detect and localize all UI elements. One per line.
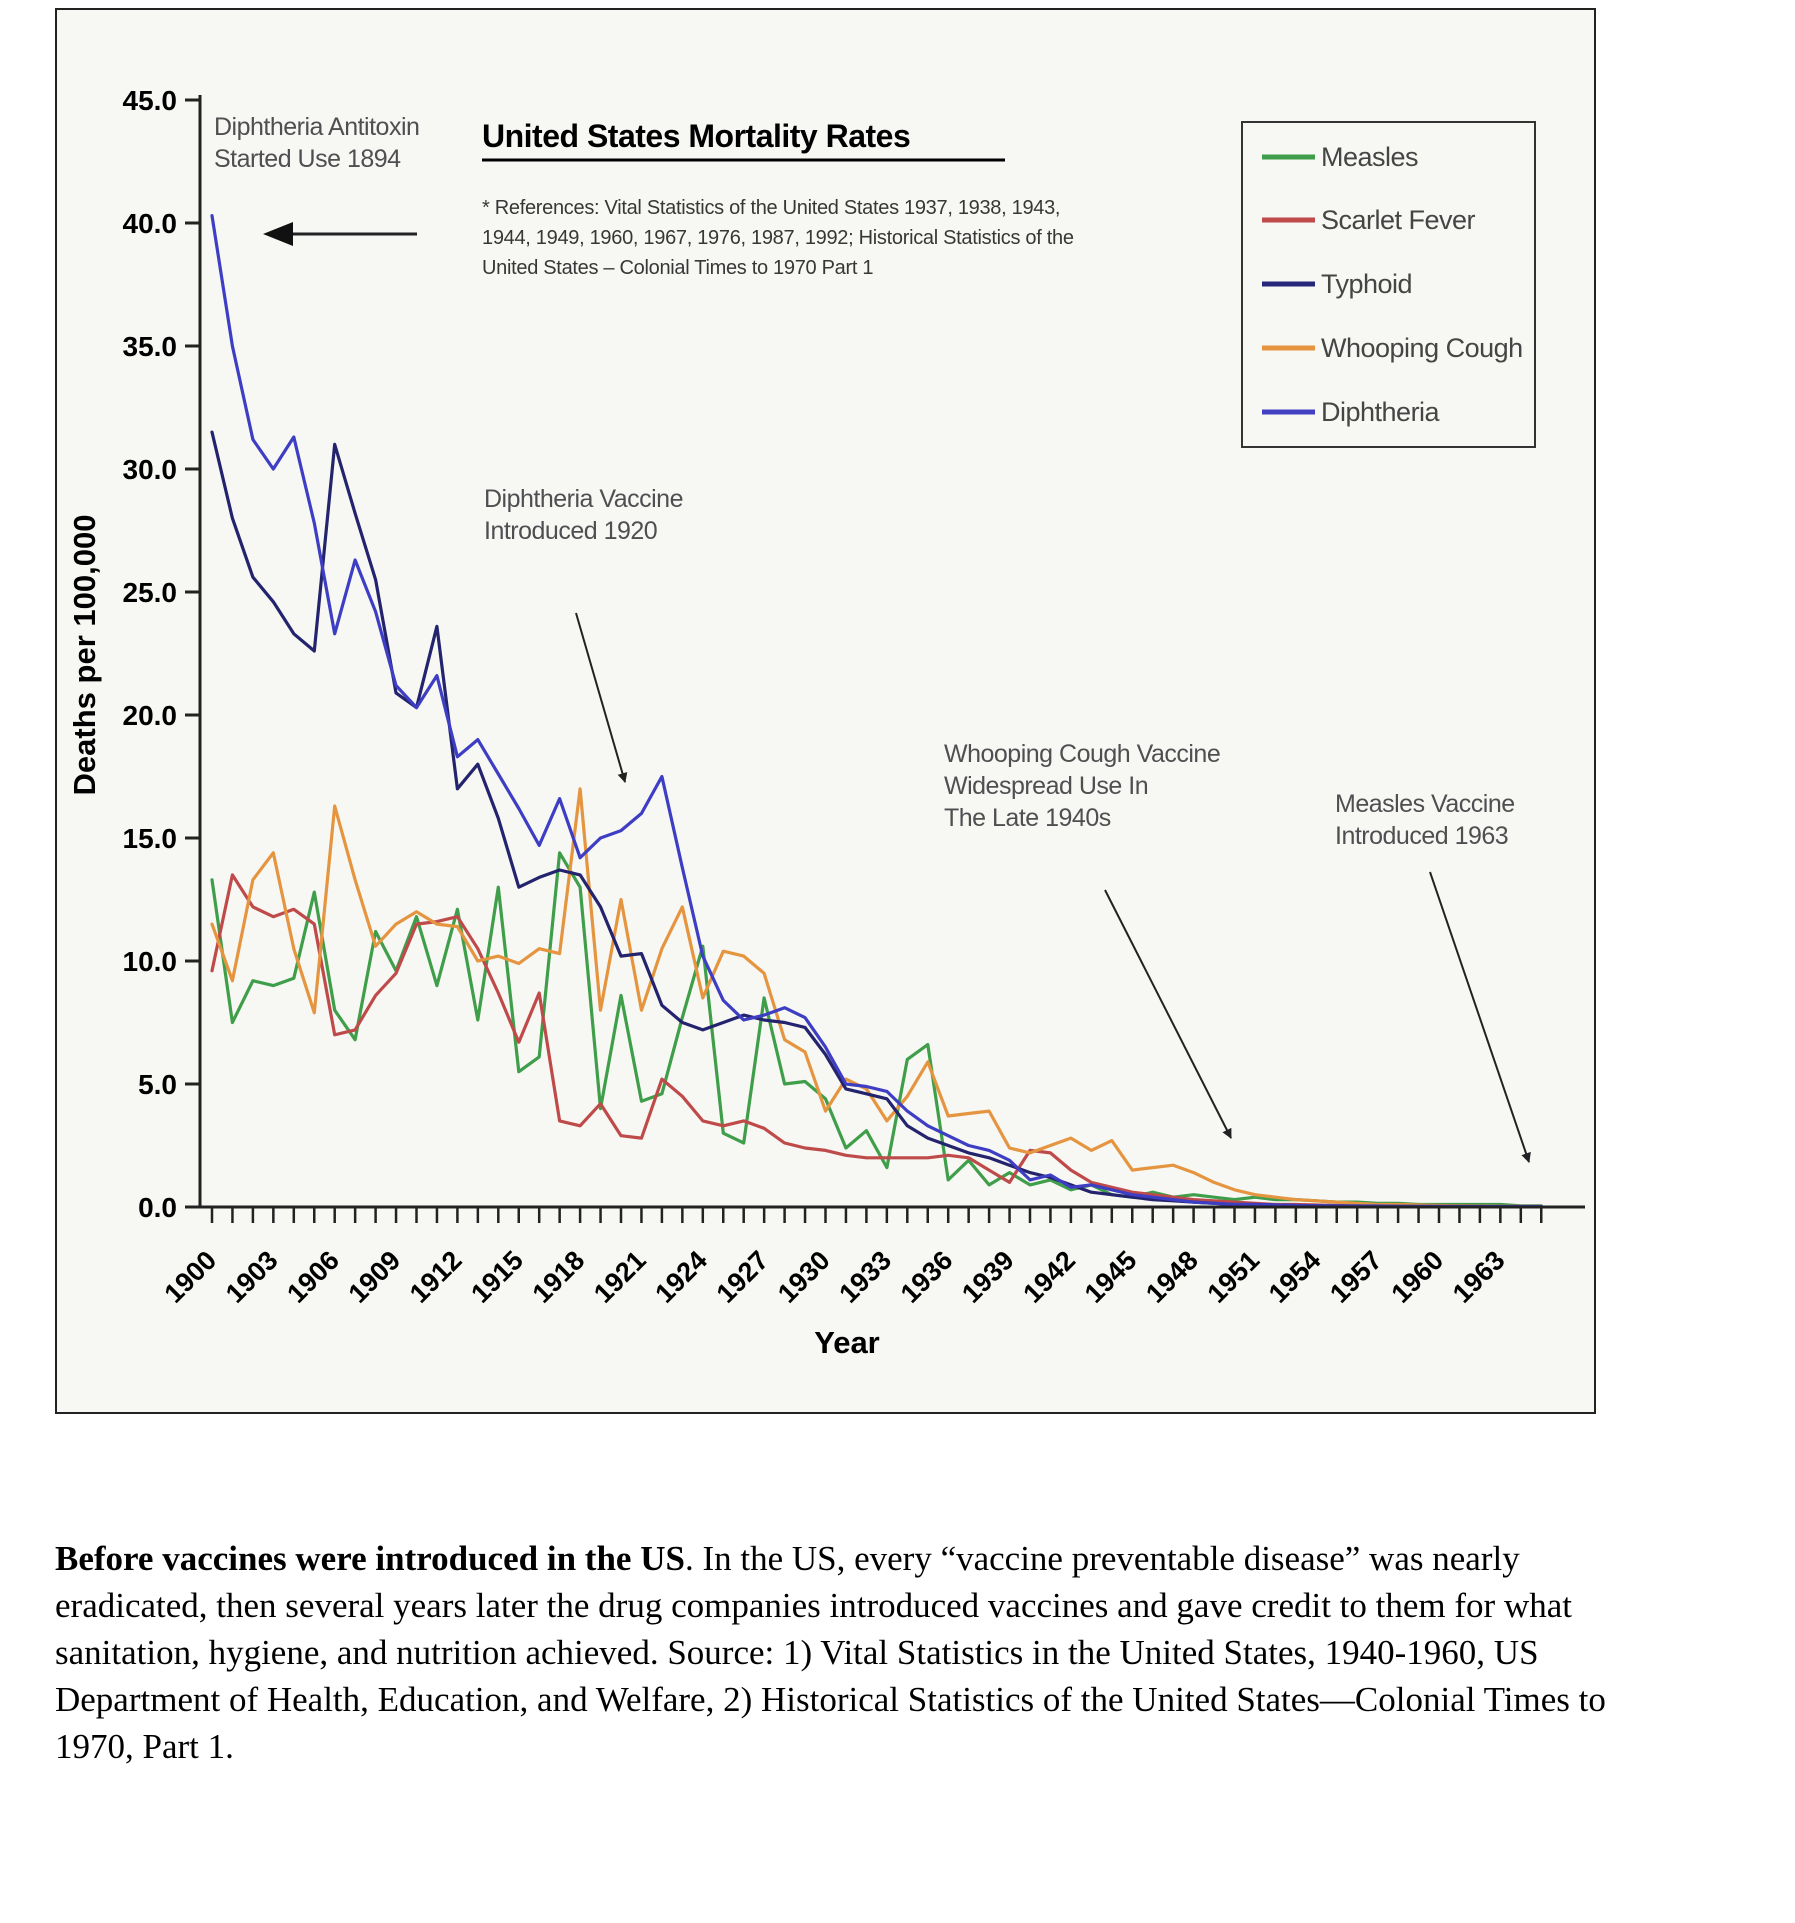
y-tick-label: 15.0: [122, 823, 177, 854]
x-tick-label: 1954: [1262, 1245, 1327, 1309]
y-tick-label: 0.0: [138, 1192, 177, 1223]
figure-caption: [55, 1535, 1635, 1770]
annotation-antitoxin-line1: Diphtheria Antitoxin: [214, 113, 420, 141]
x-tick-label: 1918: [526, 1245, 591, 1309]
annotation-measles-line2: Introduced 1963: [1335, 822, 1509, 850]
references-line2: 1944, 1949, 1960, 1967, 1976, 1987, 1992; Historical Statistics of the: [482, 227, 1074, 249]
x-tick-label: 1900: [158, 1245, 223, 1309]
y-tick-label: 30.0: [122, 454, 177, 485]
x-tick-label: 1948: [1140, 1245, 1204, 1309]
x-tick-label: 1960: [1385, 1245, 1450, 1309]
annotation-whooping-line3: The Late 1940s: [944, 804, 1111, 832]
y-tick-label: 10.0: [122, 946, 177, 977]
annotation-whooping-line2: Widespread Use In: [944, 772, 1149, 800]
x-tick-label: 1957: [1324, 1245, 1388, 1309]
x-tick-label: 1903: [219, 1245, 284, 1309]
mortality-chart-figure: [55, 8, 1596, 1414]
x-tick-label: 1924: [649, 1245, 714, 1309]
legend-label-scarlet-fever: Scarlet Fever: [1321, 205, 1476, 235]
legend-label-measles: Measles: [1321, 142, 1419, 172]
x-tick-label: 1951: [1201, 1245, 1266, 1309]
y-tick-label: 35.0: [122, 331, 177, 362]
x-tick-label: 1933: [833, 1245, 898, 1309]
y-tick-label: 45.0: [122, 85, 177, 116]
x-axis-title: Year: [814, 1325, 880, 1360]
x-tick-label: 1936: [894, 1245, 959, 1309]
x-tick-label: 1930: [772, 1245, 836, 1309]
series-line-measles: [212, 853, 1541, 1206]
x-tick-label: 1909: [342, 1245, 407, 1309]
references-line3: United States – Colonial Times to 1970 Part 1: [482, 257, 874, 279]
y-tick-label: 25.0: [122, 577, 177, 608]
x-tick-label: 1963: [1446, 1245, 1511, 1309]
annotation-measles-line1: Measles Vaccine: [1335, 790, 1515, 818]
y-axis-title: Deaths per 100,000: [67, 514, 102, 796]
antitoxin-arrow-head: [263, 222, 293, 246]
x-tick-label: 1945: [1078, 1245, 1143, 1309]
series-line-scarlet-fever: [212, 875, 1541, 1207]
y-tick-label: 40.0: [122, 208, 177, 239]
whooping-vaccine-arrow: [1105, 890, 1231, 1138]
series-line-typhoid: [212, 432, 1541, 1207]
x-tick-label: 1906: [281, 1245, 345, 1309]
measles-vaccine-arrow: [1430, 872, 1529, 1162]
diphtheria-vaccine-arrow: [576, 613, 625, 782]
x-tick-label: 1912: [403, 1245, 468, 1309]
legend: [1242, 122, 1535, 447]
annotation-diphtheria-vaccine-line1: Diphtheria Vaccine: [484, 485, 683, 513]
caption-bold-lead: Before vaccines were introduced in the US: [55, 1539, 685, 1578]
caption-body: . In the US, every “vaccine preventable disease” was nearly eradicated, then several years later the drug companies introduced vaccines and gave credit to them for what sanitation, hygiene, and nutrition achieved. Source: 1) Vital Statistics in the United States, 1940-1960, US Department of Health, Education, and Welfare, 2) Historical Statistics of the United States—Colonial Times to 1970, Part 1.: [55, 1539, 1606, 1766]
x-tick-label: 1939: [956, 1245, 1020, 1309]
annotation-diphtheria-vaccine-line2: Introduced 1920: [484, 517, 658, 545]
annotation-antitoxin-line2: Started Use 1894: [214, 145, 401, 173]
legend-label-whooping-cough: Whooping Cough: [1321, 333, 1523, 363]
x-tick-label: 1927: [710, 1245, 775, 1309]
x-tick-label: 1921: [587, 1245, 652, 1309]
legend-label-diphtheria: Diphtheria: [1321, 397, 1440, 427]
chart-title: United States Mortality Rates: [482, 118, 911, 154]
x-tick-label: 1915: [465, 1245, 529, 1309]
y-tick-label: 5.0: [138, 1069, 177, 1100]
references-line1: * References: Vital Statistics of the United States 1937, 1938, 1943,: [482, 197, 1061, 219]
series-line-whooping-cough: [212, 789, 1541, 1207]
y-tick-label: 20.0: [122, 700, 177, 731]
x-tick-label: 1942: [1017, 1245, 1082, 1309]
legend-label-typhoid: Typhoid: [1321, 269, 1413, 299]
annotation-whooping-line1: Whooping Cough Vaccine: [944, 740, 1221, 768]
mortality-chart: [57, 10, 1590, 1408]
